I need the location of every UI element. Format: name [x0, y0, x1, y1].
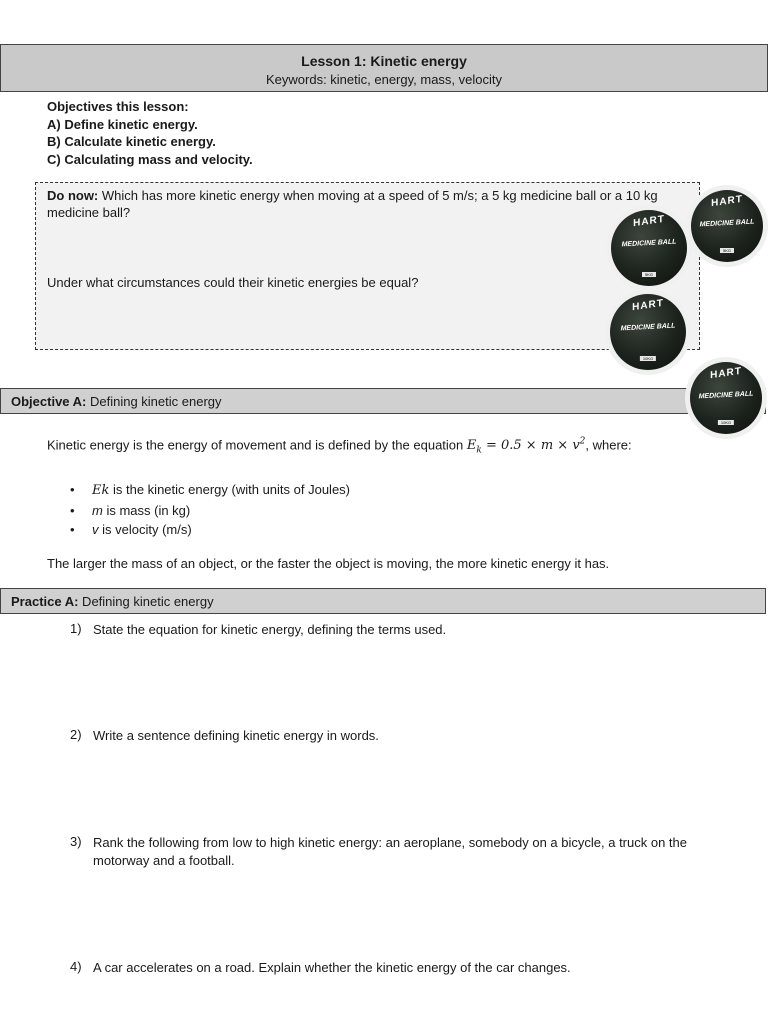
objective-item: B) Calculate kinetic energy. — [47, 134, 216, 149]
objective-item: A) Define kinetic energy. — [47, 116, 198, 132]
objectives-heading: Objectives this lesson: — [47, 99, 189, 114]
bullet-item: • m is mass (in kg) — [70, 502, 191, 518]
medicine-ball-10kg-image: HART MEDICINE BALL 10KG — [610, 294, 686, 370]
definition-paragraph: Kinetic energy is the energy of movement and is defined by the equation $E_k = 0.5 \times m \times v^2$, where: — [47, 437, 632, 456]
definition-bullets — [70, 480, 350, 540]
lesson-header — [0, 44, 768, 92]
practice-a-title: Defining kinetic energy — [78, 594, 214, 609]
lesson-title: Lesson 1: Kinetic energy — [301, 53, 467, 69]
practice-a-bar — [0, 588, 766, 614]
objective-a-label: Objective A: — [11, 394, 87, 409]
do-now-label: Do now: — [47, 188, 99, 203]
do-now-question-2: Under what circumstances could their kinetic energies be equal? — [47, 275, 419, 290]
medicine-ball-5kg-image-alt: HART MEDICINE BALL 5KG — [691, 190, 763, 262]
medicine-ball-10kg-image-alt: HART MEDICINE BALL 10KG — [690, 362, 762, 434]
bullet-item: • v is velocity (m/s) — [70, 522, 192, 537]
bullet-item: • Ek is the kinetic energy (with units of Joules) — [70, 482, 350, 498]
definition-summary: The larger the mass of an object, or the faster the object is moving, the more kinetic energy it has. — [47, 556, 610, 571]
objective-a-bar — [0, 388, 766, 414]
practice-a-label: Practice A: — [11, 594, 79, 609]
do-now-question-1: Do now: Which has more kinetic energy when moving at a speed of 5 m/s; a 5 kg medicine ball or a 10 kg medicine ball? — [47, 188, 658, 220]
do-now-box — [35, 182, 700, 350]
objectives-list — [47, 98, 253, 168]
medicine-ball-5kg-image: HART MEDICINE BALL 5KG — [611, 210, 687, 286]
kinetic-energy-equation: $E_k = 0.5 \times m \times v^2$ — [466, 437, 586, 456]
objective-item: C) Calculating mass and velocity. — [47, 151, 253, 167]
lesson-keywords: Keywords: kinetic, energy, mass, velocity — [265, 72, 502, 87]
objective-a-title: Defining kinetic energy — [86, 394, 222, 409]
